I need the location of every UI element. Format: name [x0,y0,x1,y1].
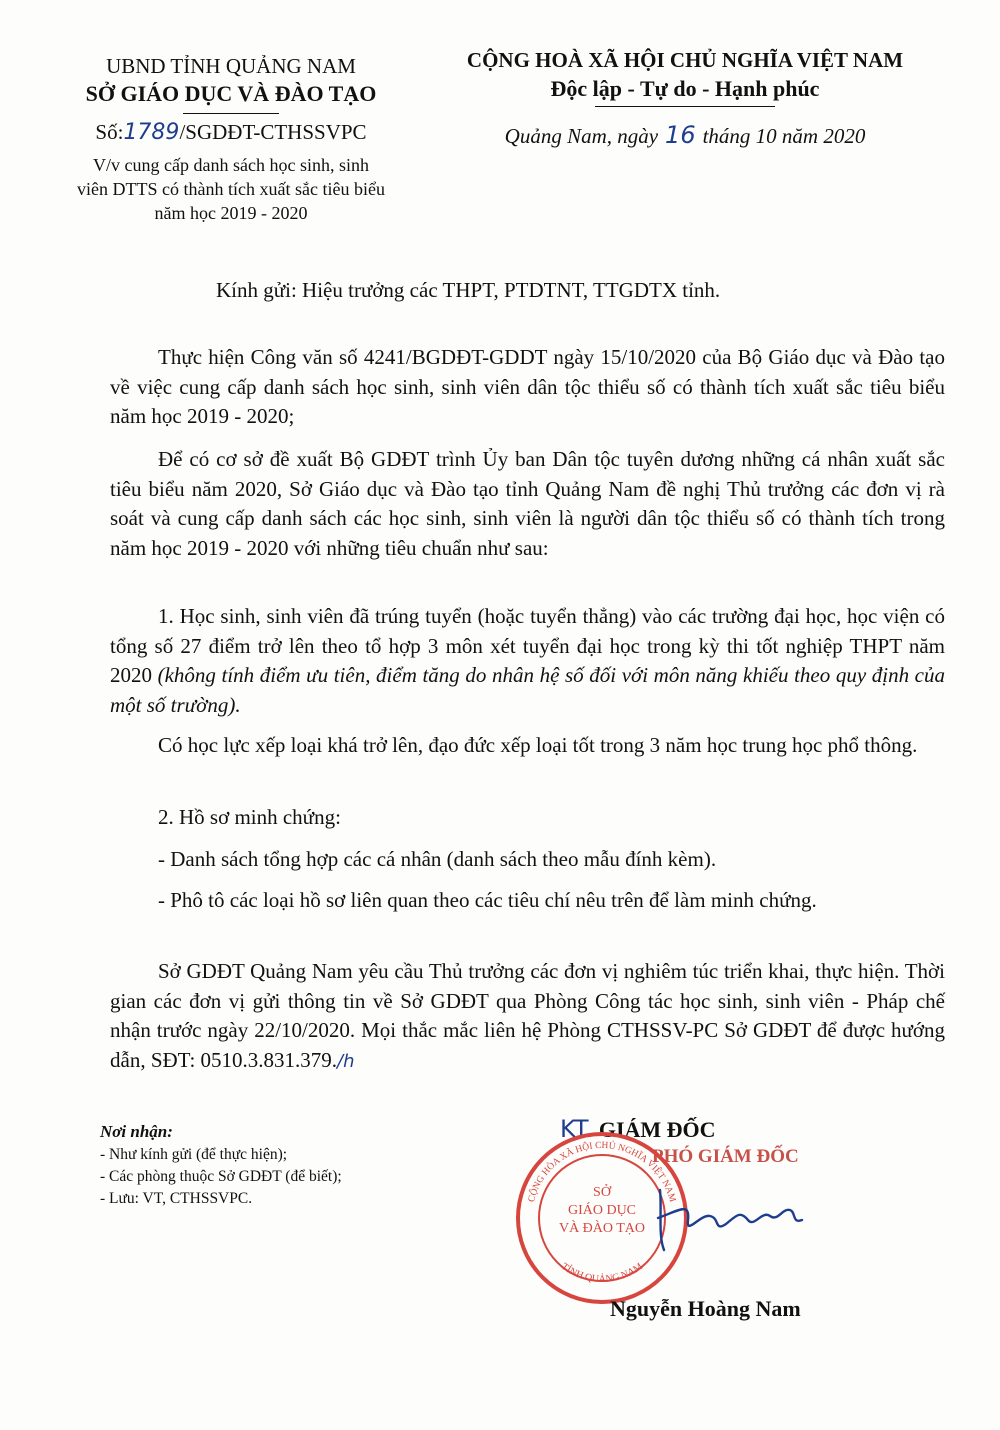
agency-name: UBND TỈNH QUẢNG NAM [106,54,356,78]
paragraph-6: - Danh sách tổng hợp các cá nhân (danh sách theo mẫu đính kèm). [158,847,717,871]
kt-handwritten: KT. [560,1115,594,1143]
header-left [40,52,422,225]
paragraph-5: 2. Hồ sơ minh chứng: [158,805,341,829]
nation-title: CỘNG HOÀ XÃ HỘI CHỦ NGHĨA VIỆT NAM [466,48,904,72]
paragraph-1: Thực hiện Công văn số 4241/BGDĐT-GDDT ngày 15/10/2020 của Bộ Giáo dục và Đào tạo về việc cung cấp danh sách học sinh, sinh viên dân tộc thiểu số có thành tích xuất sắc tiêu biểu năm học 2019 - 2020; [110,345,945,428]
stamp-line: VÀ ĐÀO TẠO [558,1221,646,1236]
date-line [430,120,940,151]
recipients-item: - Lưu: VT, CTHSSVPC. [100,1190,253,1207]
date-suffix: tháng 10 năm 2020 [702,124,866,148]
subject-line: viên DTTS có thành tích xuất sắc tiêu biểu [77,179,385,199]
signature-title: GIÁM ĐỐC [598,1117,716,1142]
paragraph-4: Có học lực xếp loại khá trở lên, đạo đức xếp loại tốt trong 3 năm học trung học phổ thông. [158,733,918,757]
motto-underline [595,106,775,107]
date-day-handwritten: 16 [665,121,696,149]
handwritten-signature [640,1180,810,1260]
document-number [40,118,422,147]
number-handwritten: 1789 [123,120,180,145]
body [110,343,945,1072]
stamp-line: SỞ [593,1185,611,1200]
paragraph-8 [110,957,945,1076]
department-underline [183,113,279,114]
signature-subtitle: PHÓ GIÁM ĐỐC [652,1146,799,1167]
header-right [430,46,940,151]
paragraph-2: Để có cơ sở đề xuất Bộ GDĐT trình Ủy ban Dân tộc tuyên dương những cá nhân xuất sắc tiêu biểu năm 2020, Sở Giáo dục và Đào tạo tỉnh Quảng Nam đề nghị Thủ trưởng các đơn vị rà soát và cung cấp danh sách các học sinh, sinh viên là người dân tộc thiểu số có thành tích trong năm học 2019 - 2020 với những tiêu chuẩn như sau: [110,447,945,560]
subject-line: V/v cung cấp danh sách học sinh, sinh [93,155,369,175]
initials-handwritten: /h [337,1050,355,1072]
subject [40,153,422,225]
recipients-item: - Như kính gửi (để thực hiện); [100,1146,288,1163]
recipient: Kính gửi: Hiệu trưởng các THPT, PTDTNT, TTGDTX tỉnh. [216,278,721,302]
recipients-item: - Các phòng thuộc Sở GDĐT (để biết); [100,1168,342,1185]
date-prefix: Quảng Nam, ngày [504,124,659,148]
signer-name: Nguyễn Hoàng Nam [610,1296,801,1321]
stamp-ring-bottom-text: TỈNH QUẢNG NAM [559,1261,645,1285]
paragraph-3 [110,602,945,720]
criterion-1-text: 1. Học sinh, sinh viên đã trúng tuyển (hoặc tuyển thẳng) vào các trường đại học, học viện có tổng số 27 điểm trở lên theo tổ hợp 3 môn xét tuyển đại học trong kỳ thi tốt nghiệp THPT năm 2020 [110,604,945,687]
department-name: SỞ GIÁO DỤC VÀ ĐÀO TẠO [85,81,377,106]
closing-text: Sở GDĐT Quảng Nam yêu cầu Thủ trưởng các đơn vị nghiêm túc triển khai, thực hiện. Thời gian các đơn vị gửi thông tin về Sở GDĐT qua Phòng Công tác học sinh, sinh viên - Pháp chế nhận trước ngày 22/10/2020. Mọi thắc mắc liên hệ Phòng CTHSSV-PC Sở GDĐT để được hướng dẫn, SĐT: 0510.3.831.379. [110,959,945,1072]
stamp-ring-top-text: CỘNG HÒA XÃ HỘI CHỦ NGHĨA VIỆT NAM [526,1140,678,1204]
criterion-1-note: (không tính điểm ưu tiên, điểm tăng do nhân hệ số đối với môn năng khiếu theo quy định của một số trường). [110,663,945,717]
subject-line: năm học 2019 - 2020 [154,203,308,223]
stamp-line: GIÁO DỤC [567,1203,637,1218]
motto: Độc lập - Tự do - Hạnh phúc [550,76,820,101]
recipients-list [100,1120,480,1210]
recipients-title: Nơi nhận: [100,1122,173,1141]
paragraph-7: - Phô tô các loại hồ sơ liên quan theo các tiêu chí nêu trên để làm minh chứng. [158,888,817,912]
number-suffix: /SGDĐT-CTHSSVPC [179,120,367,144]
number-prefix: Số: [95,120,124,144]
